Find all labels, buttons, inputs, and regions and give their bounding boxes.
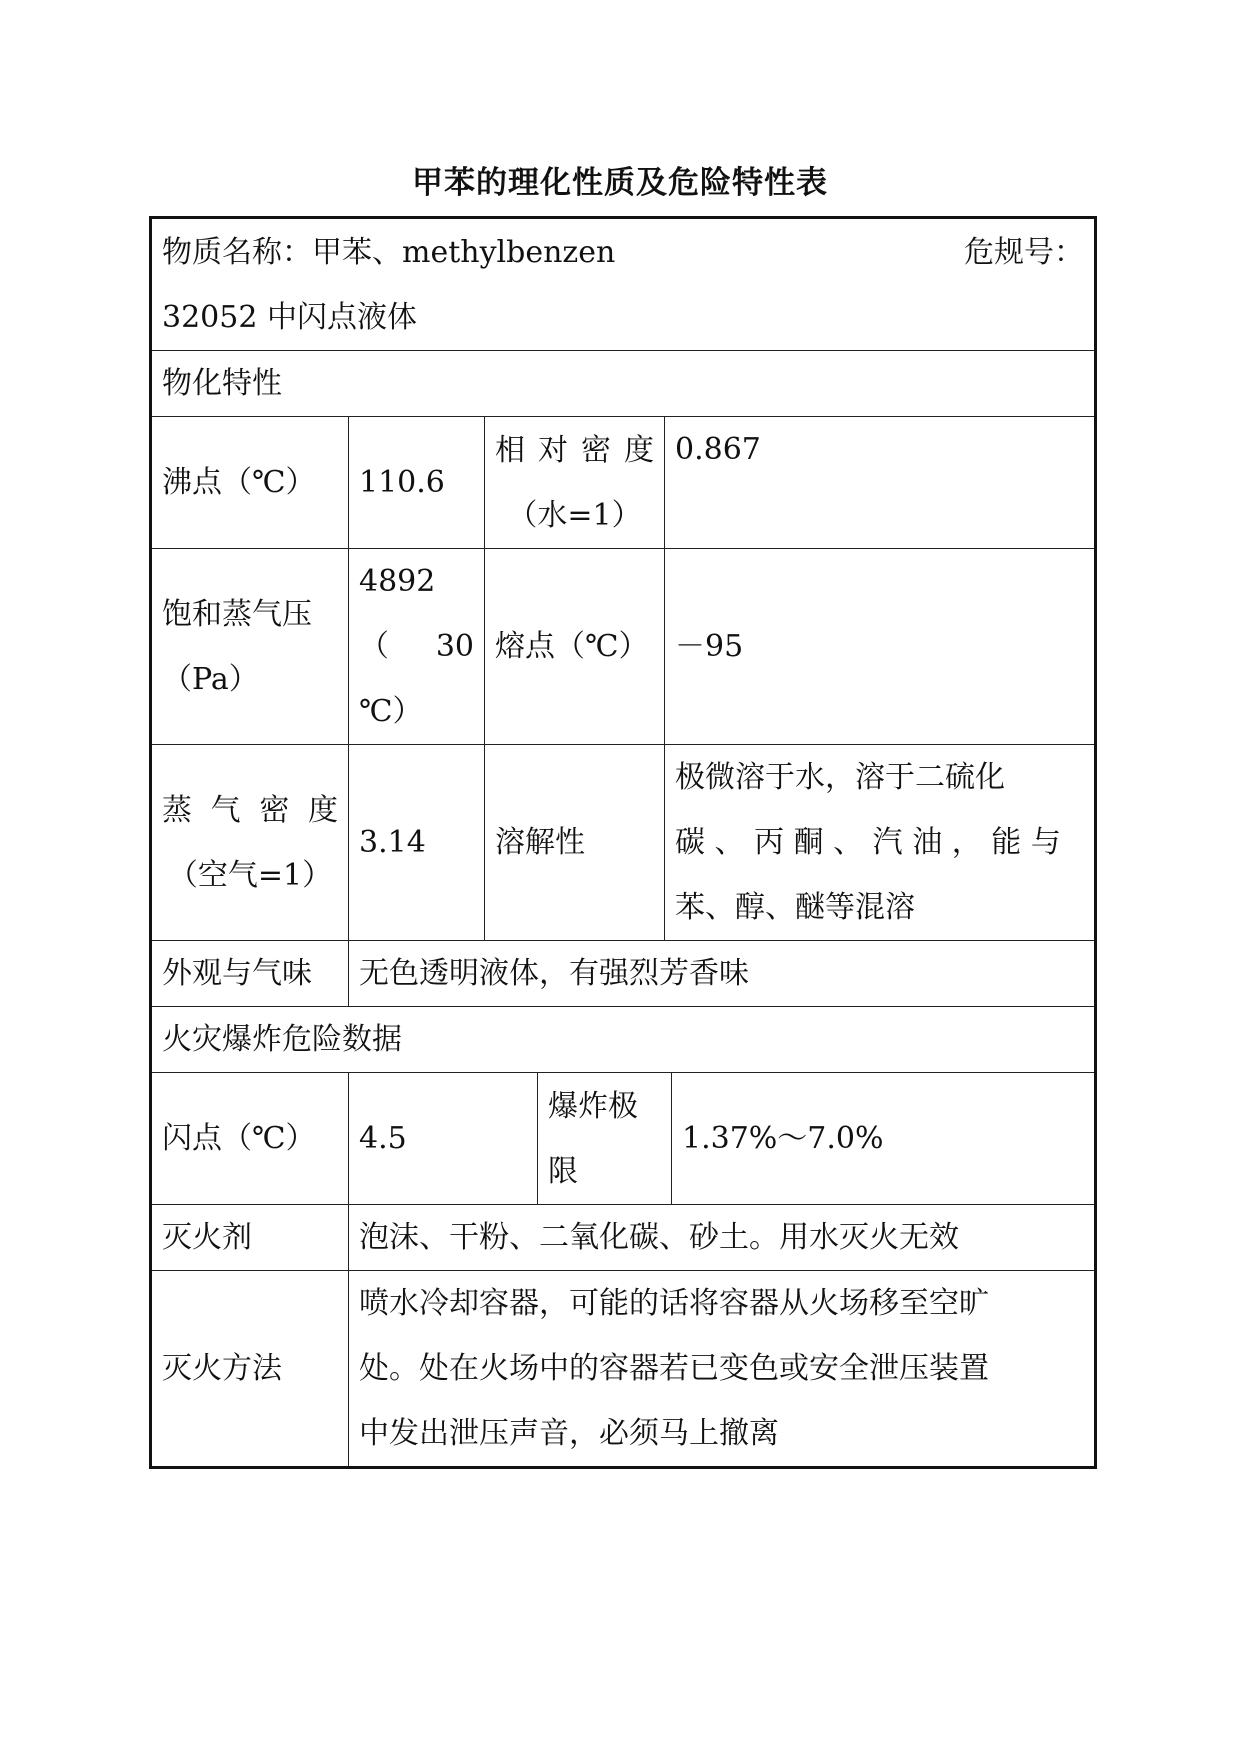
- hazard-label: 危规号：: [964, 234, 1085, 270]
- page-title: 甲苯的理化性质及危险特性表: [412, 165, 828, 201]
- vapor-pressure-value-cell: [349, 549, 485, 745]
- relative-density-label-sub: （水=1）: [507, 497, 642, 533]
- solubility-label: 溶解性: [485, 745, 665, 941]
- solubility-value-cell: [665, 745, 1096, 941]
- extinguishing-method-label: 灭火方法: [151, 1271, 349, 1468]
- appearance-value: 无色透明液体，有强烈芳香味: [349, 941, 1096, 1007]
- relative-density-label: 相 对 密 度: [495, 432, 654, 468]
- table-row: [151, 1205, 1096, 1271]
- melting-point-value: －95: [665, 549, 1096, 745]
- extinguishing-method-line-2: 处。处在火场中的容器若已变色或安全泄压装置: [359, 1351, 989, 1386]
- vapor-pressure-label: 饱和蒸气压: [162, 596, 312, 632]
- relative-density-label-cell: [485, 417, 665, 549]
- relative-density-value: 0.867: [665, 417, 1096, 549]
- extinguishing-method-value-cell: [349, 1271, 1096, 1468]
- hazard-value: 32052 中闪点液体: [162, 299, 417, 335]
- explosion-limits-label: 爆炸极: [548, 1088, 638, 1124]
- solubility-line-3: 苯、醇、醚等混溶: [675, 890, 915, 925]
- vapor-pressure-label-cell: [151, 549, 349, 745]
- table-row: [151, 745, 1096, 941]
- boiling-point-value: 110.6: [349, 417, 485, 549]
- table-row: [151, 417, 1096, 549]
- vapor-density-label: 蒸 气 密 度: [162, 792, 338, 828]
- vapor-density-value: 3.14: [349, 745, 485, 941]
- appearance-label: 外观与气味: [151, 941, 349, 1007]
- table-row: [151, 1271, 1096, 1468]
- solubility-line-1: 极微溶于水，溶于二硫化: [675, 760, 1005, 795]
- table-row: [151, 549, 1096, 745]
- section-fire: 火灾爆炸危险数据: [151, 1007, 1096, 1073]
- table-row: [151, 941, 1096, 1007]
- explosion-limits-label-2: 限: [548, 1153, 578, 1189]
- solubility-line-2: 碳 、 丙 酮 、 汽 油 ， 能 与: [675, 825, 1061, 860]
- vapor-density-label-cell: [151, 745, 349, 941]
- vapor-pressure-temp: 30: [435, 629, 474, 664]
- explosion-limits-value: 1.37%～7.0%: [672, 1073, 1096, 1205]
- vapor-pressure-value: 4892: [359, 564, 436, 599]
- flash-point-value: 4.5: [349, 1073, 538, 1205]
- section-physchem: 物化特性: [151, 351, 1096, 417]
- vapor-pressure-temp-open: （: [359, 629, 389, 664]
- melting-point-label: 熔点（℃）: [485, 549, 665, 745]
- substance-row: [151, 218, 1096, 351]
- vapor-density-label-sub: （空气=1）: [167, 857, 333, 893]
- substance-name: 物质名称：甲苯、methylbenzen: [162, 234, 616, 270]
- substance-cell: [151, 218, 1096, 351]
- extinguishing-method-line-1: 喷水冷却容器，可能的话将容器从火场移至空旷: [359, 1286, 989, 1321]
- flash-point-label: 闪点（℃）: [151, 1073, 349, 1205]
- extinguishing-agent-label: 灭火剂: [151, 1205, 349, 1271]
- vapor-pressure-unit: （Pa）: [162, 661, 259, 697]
- section-row-fire: [151, 1007, 1096, 1073]
- boiling-point-label: 沸点（℃）: [151, 417, 349, 549]
- section-row-physchem: [151, 351, 1096, 417]
- explosion-limits-label-cell: [538, 1073, 672, 1205]
- properties-table: [149, 216, 1097, 1469]
- vapor-pressure-temp-close: ℃）: [359, 694, 423, 729]
- extinguishing-method-line-3: 中发出泄压声音，必须马上撤离: [359, 1416, 779, 1451]
- table-row: [151, 1073, 1096, 1205]
- extinguishing-agent-value: 泡沫、干粉、二氧化碳、砂土。用水灭火无效: [349, 1205, 1096, 1271]
